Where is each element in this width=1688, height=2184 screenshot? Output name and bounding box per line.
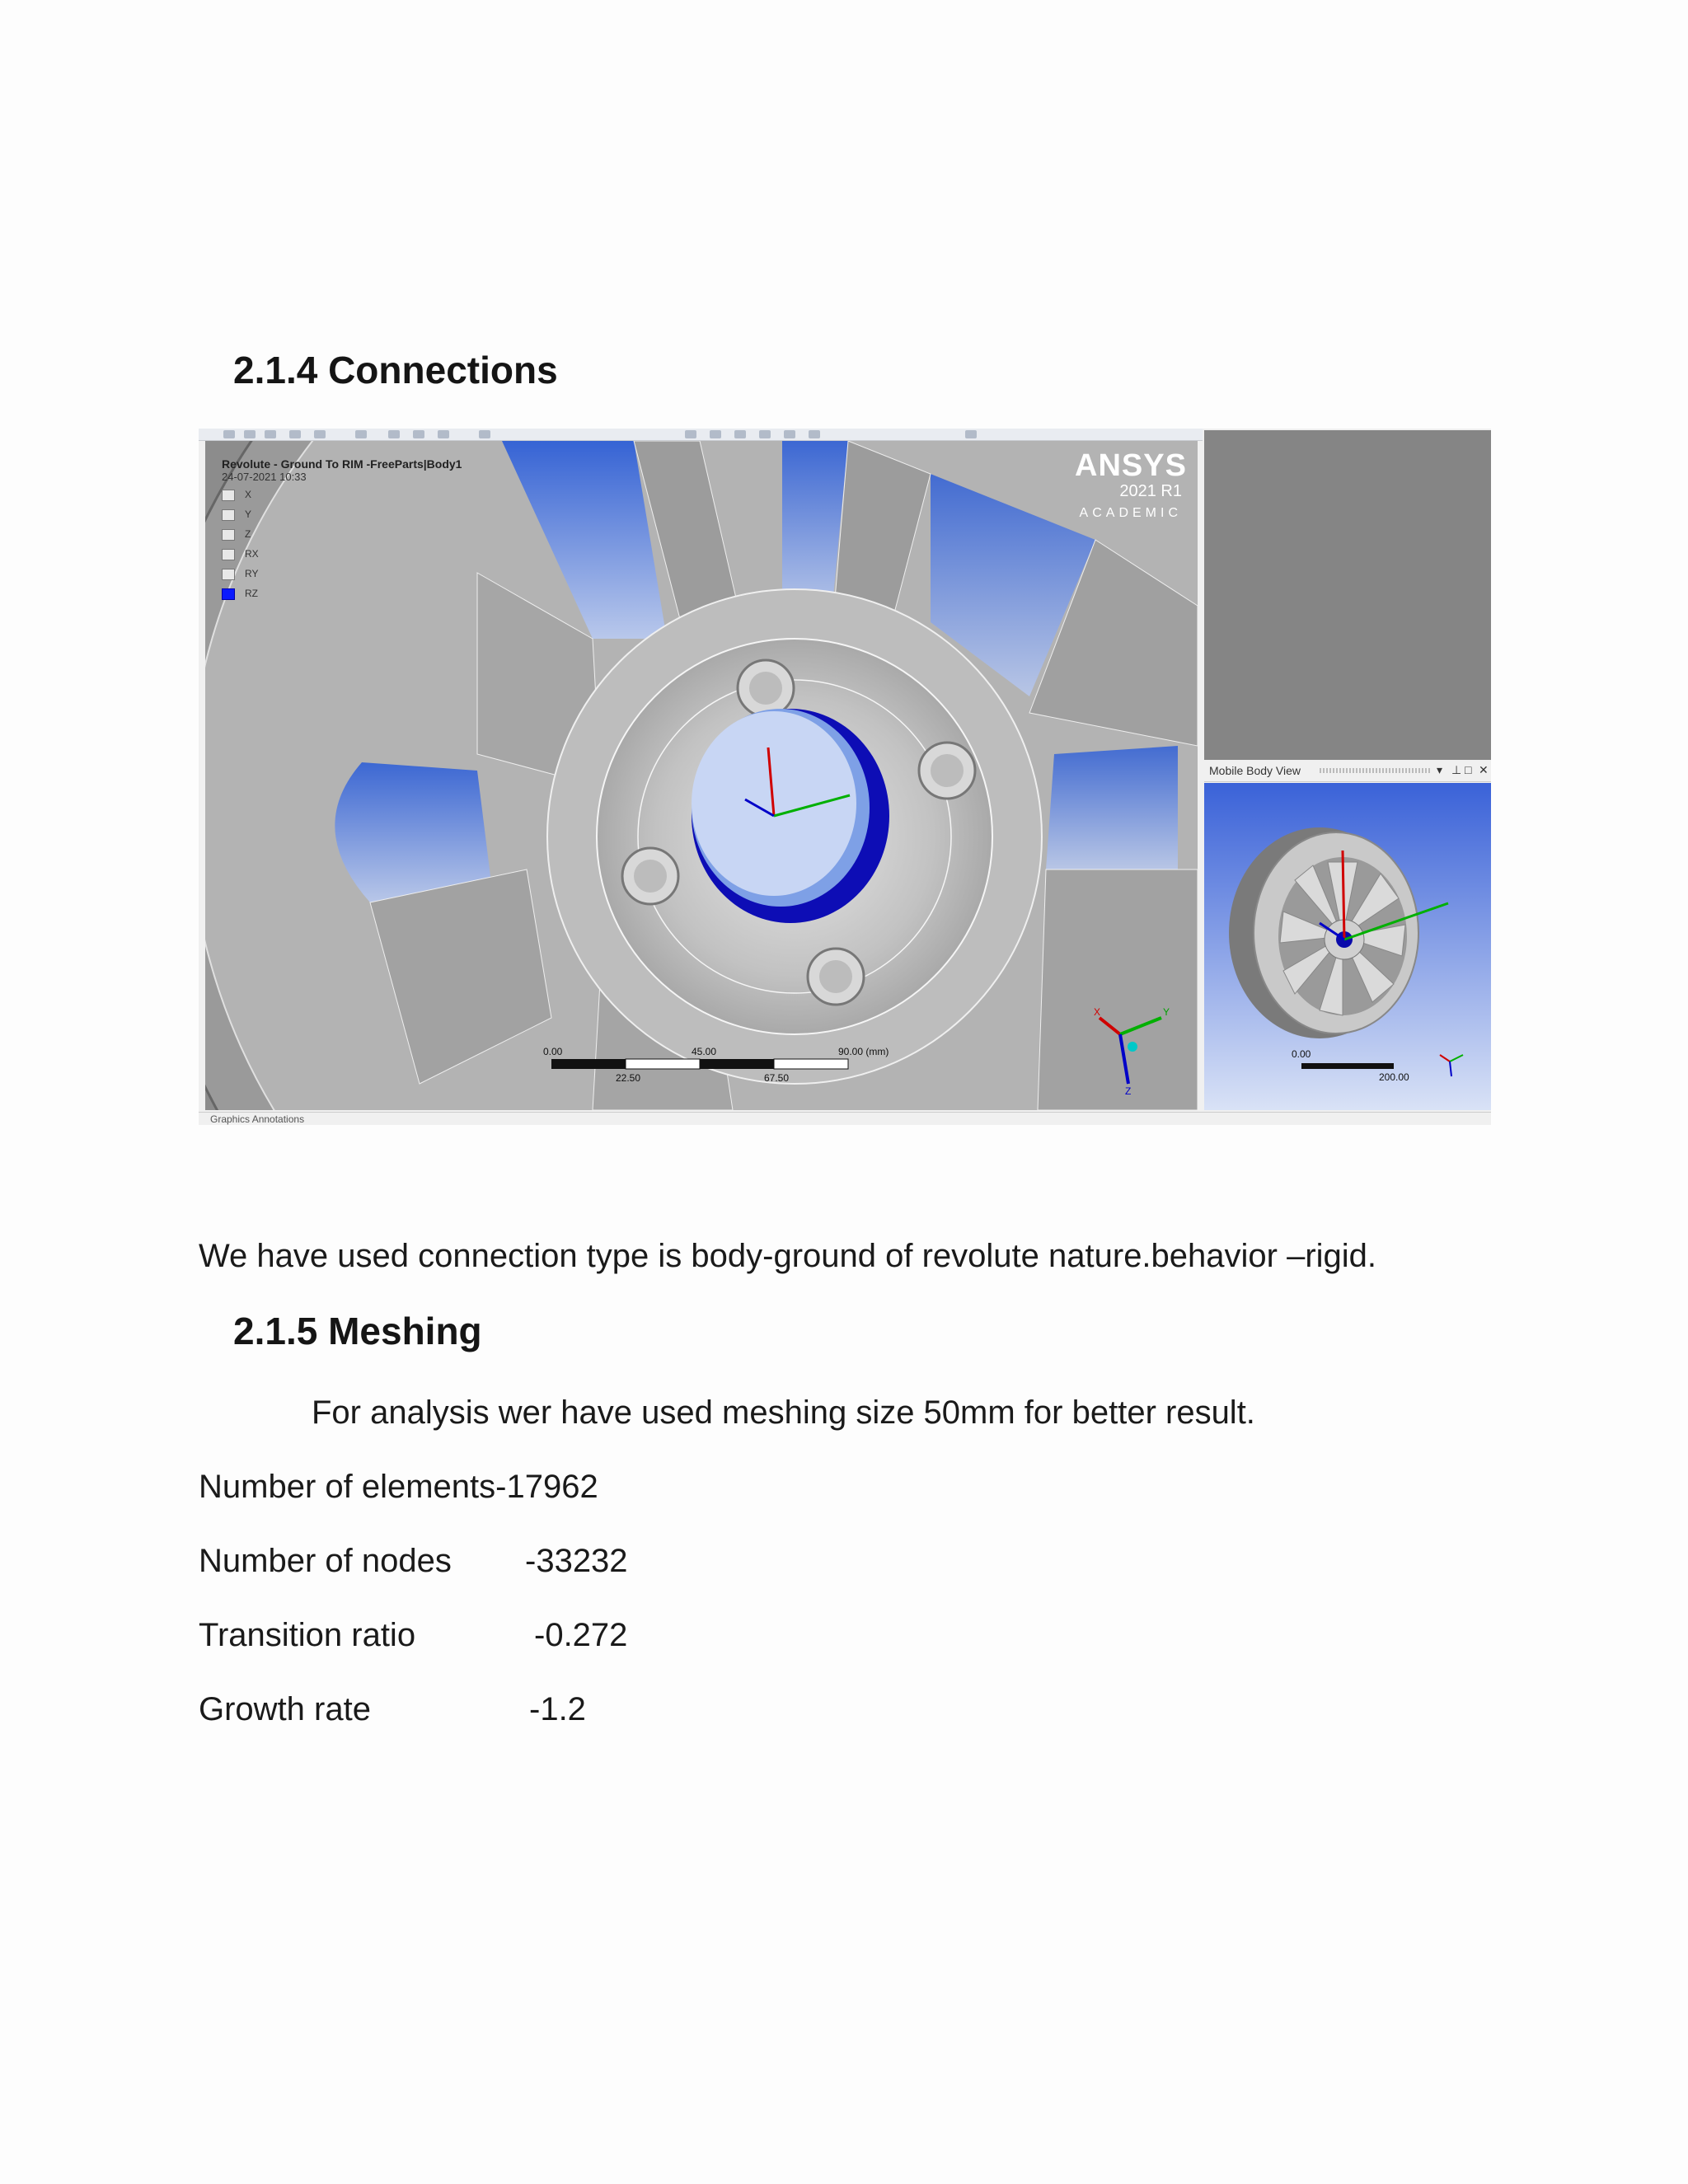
mesh-stat-label: Number of nodes: [199, 1543, 452, 1579]
ansys-logo: ANSYS 2021 R1 ACADEMIC: [1075, 448, 1187, 520]
panel-title: Graphics Annotations: [210, 1113, 305, 1125]
viewport-title: Revolute - Ground To RIM -FreeParts|Body1: [222, 457, 462, 471]
viewport-date: 24-07-2021 10:33: [222, 471, 307, 483]
toolbar-icon[interactable]: [413, 430, 424, 438]
mesh-stat-value: -1.2: [529, 1691, 586, 1727]
toolbar-icon[interactable]: [685, 430, 696, 438]
toolbar-icon[interactable]: [809, 430, 820, 438]
checkbox-icon[interactable]: [222, 569, 235, 580]
scale-label: 67.50: [764, 1072, 790, 1084]
checkbox-icon[interactable]: [222, 509, 235, 521]
mesh-stat-value: -0.272: [534, 1617, 628, 1653]
mesh-stat-value: -33232: [525, 1543, 628, 1579]
toolbar-icon[interactable]: [710, 430, 721, 438]
toolbar-icon[interactable]: [965, 430, 977, 438]
mobile-body-view-header: [1204, 760, 1491, 782]
toolbar-icon[interactable]: [438, 430, 449, 438]
checkbox-icon[interactable]: [222, 529, 235, 541]
toolbar: [199, 429, 1203, 441]
checkbox-checked-icon[interactable]: [222, 588, 235, 600]
graphics-annotations-bar: [199, 1112, 1491, 1125]
mbv-scale-end: 200.00: [1379, 1071, 1409, 1083]
connection-description: We have used connection type is body-ground of revolute nature.behavior –rigid.: [199, 1238, 1377, 1274]
axis-label-y: Y: [1163, 1006, 1170, 1018]
toolbar-icon[interactable]: [734, 430, 746, 438]
pin-icon[interactable]: ⊥: [1451, 763, 1462, 776]
mbv-scale-start: 0.00: [1292, 1048, 1311, 1060]
close-icon[interactable]: ✕: [1479, 763, 1489, 776]
mesh-stat-value: -17962: [495, 1469, 598, 1505]
checkbox-icon[interactable]: [222, 490, 235, 501]
ansys-screenshot: [199, 429, 1491, 1125]
axis-label-x: X: [1094, 1006, 1101, 1018]
rim-model-render: [205, 441, 1198, 1110]
scale-label: 45.00: [692, 1046, 717, 1057]
drag-handle[interactable]: [1320, 768, 1431, 773]
mesh-stat-row: [199, 1469, 598, 1506]
scale-label: 0.00: [543, 1046, 563, 1057]
meshing-intro: For analysis wer have used meshing size 50mm for better result.: [312, 1394, 1255, 1431]
toolbar-icon[interactable]: [784, 430, 795, 438]
scale-label: 22.50: [616, 1072, 641, 1084]
toolbar-icon[interactable]: [355, 430, 367, 438]
mesh-stat-label: Growth rate: [199, 1691, 371, 1727]
maximize-icon[interactable]: □: [1465, 763, 1472, 776]
toolbar-icon[interactable]: [289, 430, 301, 438]
toolbar-icon[interactable]: [223, 430, 235, 438]
toolbar-icon[interactable]: [244, 430, 256, 438]
mobile-body-view[interactable]: [1204, 783, 1491, 1110]
section-heading-meshing: 2.1.5 Meshing: [233, 1310, 482, 1352]
axis-label-z: Z: [1125, 1085, 1132, 1097]
toolbar-icon[interactable]: [479, 430, 490, 438]
graphics-viewport[interactable]: Revolute - Ground To RIM -FreeParts|Body1 24-07-2021 10:33 X Y Z RX RY RZ ANSYS 2021 R1 ACADEMIC 0.00 45.00 90.00 (mm) 22.50 67.50 X Y Z: [205, 441, 1198, 1110]
toolbar-icon[interactable]: [759, 430, 771, 438]
toolbar-icon[interactable]: [314, 430, 326, 438]
dropdown-icon[interactable]: ▾: [1437, 763, 1443, 776]
panel-title: Mobile Body View: [1209, 764, 1301, 777]
toolbar-icon[interactable]: [265, 430, 276, 438]
empty-panel: [1204, 430, 1491, 760]
checkbox-icon[interactable]: [222, 549, 235, 560]
mesh-stat-label: Transition ratio: [199, 1617, 416, 1653]
toolbar-icon[interactable]: [388, 430, 400, 438]
mesh-stat-label: Number of elements: [199, 1469, 496, 1505]
section-heading-connections: 2.1.4 Connections: [233, 349, 558, 391]
wheel-thumbnail-render: [1204, 783, 1491, 1110]
scale-label: 90.00 (mm): [838, 1046, 889, 1057]
